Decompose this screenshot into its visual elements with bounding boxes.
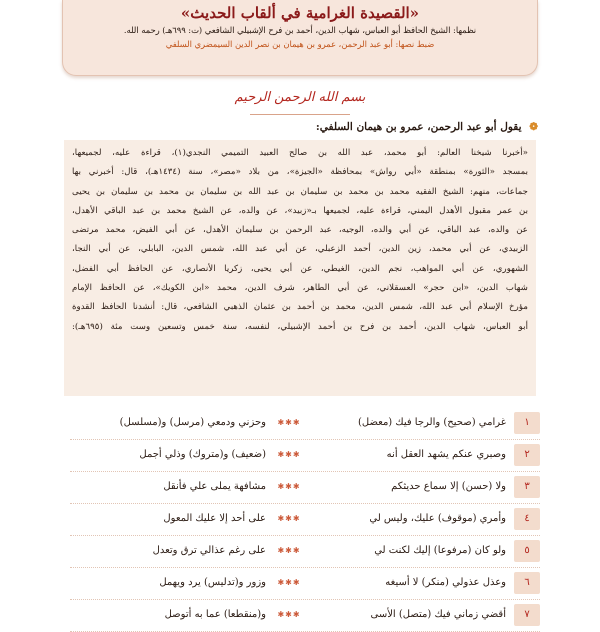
verse-second-hemistich: مشافهة يملى علي فأنقل — [163, 481, 266, 492]
verse-first-hemistich: وصبري عنكم يشهد العقل أنه — [386, 449, 506, 460]
basmala-divider — [250, 114, 350, 116]
separator-stars-icon: ✱✱✱ — [277, 482, 301, 491]
narrative-line: الشهوري، عن أبي المواهب، نجم الدين، الغيطي، عن أبي يحيى، زكريا الأنصاري، عن الحافظ أبي الفضل، — [72, 263, 528, 274]
verse-second-hemistich: وزور و(تدليس) يرد ويهمل — [159, 577, 266, 588]
poem-title: «القصيدة الغرامية في ألقاب الحديث» — [180, 4, 420, 22]
separator-stars-icon: ✱✱✱ — [277, 418, 301, 427]
separator-stars-icon: ✱✱✱ — [277, 514, 301, 523]
narrative-line: شهاب الدين، «ابن حجر» العسقلاني، عن أبي الطاهر، شرف الدين، محمد «ابن الكويك»، عن الحافظ الإمام — [72, 283, 528, 294]
separator-stars-icon: ✱✱✱ — [277, 450, 301, 459]
verse-second-hemistich: على أحد إلا عليك المعول — [163, 513, 266, 524]
verse-number: ٤ — [514, 508, 540, 530]
verse-number: ٥ — [514, 540, 540, 562]
verse-row — [70, 440, 540, 472]
narrative-line: عن والده، عبد الباقي، عن أبي والده، الوجيه، عبد الرحمن بن سليمان الأهدل، عن أبي الفيض، محمد مرتضى — [72, 225, 528, 236]
verse-second-hemistich: على رغم عذالي ترق وتعدل — [152, 545, 266, 556]
narrative-line: «أخبرنا شيخنا العالم: أبو محمد، عبد الله بن صالح العبيد التميمي النجدي(١)، قراءة عليه، لجميعها، — [72, 148, 528, 158]
separator-stars-icon: ✱✱✱ — [277, 610, 301, 619]
separator-stars-icon: ✱✱✱ — [277, 546, 301, 555]
editor-line: ضبط نصها: أبو عبد الرحمن، عمرو بن هيمان بن نصر الدين السيمضري السلفي — [165, 39, 435, 49]
verse-second-hemistich: و(منقطعا) عما به أتوصل — [164, 609, 266, 620]
separator-stars-icon: ✱✱✱ — [277, 578, 301, 587]
intro-heading — [58, 120, 538, 134]
verse-number: ٣ — [514, 476, 540, 498]
verse-first-hemistich: غرامي (صحيح) والرجا فيك (معضل) — [357, 417, 506, 428]
verse-first-hemistich: ولو كان (مرفوعا) إليك لكنت لي — [374, 545, 506, 556]
narrative-line: أبو العباس، شهاب الدين، أحمد بن فرح بن أحمد الإشبيلي، لنفسه، سنة خمس وتسعين وست مئة (٦٩٥هـ): — [72, 321, 528, 332]
verse-first-hemistich: أقضي زماني فيك (متصل) الأسى — [370, 609, 506, 620]
verse-second-hemistich: وحزني ودمعي (مرسل) و(مسلسل) — [119, 417, 266, 428]
title-card — [62, 0, 538, 76]
verse-number: ١ — [514, 412, 540, 434]
narrative-line: جماعات، منهم: الشيخ الفقيه محمد بن محمد بن سليمان بن عبد الله بن سليمان بن محمد بن سليمان بن يحيى — [72, 186, 528, 197]
verse-first-hemistich: وعذل عذولي (منكر) لا أسيغه — [385, 577, 506, 588]
verse-row — [70, 600, 540, 632]
intro-heading-text: يقول أبو عبد الرحمن، عمرو بن هيمان السلفي: — [315, 121, 522, 133]
verse-number: ٦ — [514, 572, 540, 594]
verse-row — [70, 568, 540, 600]
narrative-line: مؤرخ الإسلام أبي عبد الله، شمس الدين، محمد بن أحمد بن عثمان الذهبي الشافعي، قال: أنشدنا الحافظ القدوة — [72, 302, 528, 313]
narrative-line: الزبيدي، عن أبي محمد، زين الدين، أحمد الزعبلي، عن أبي عبد الله، شمس الدين، البابلي، عن أبي النجا، — [72, 244, 528, 255]
verse-row — [70, 504, 540, 536]
ornament-dot-icon: ❁ — [529, 121, 538, 133]
isnad-narrative — [64, 140, 536, 396]
poem-verses — [70, 408, 540, 632]
verse-first-hemistich: ولا (حسن) إلا سماع حديثكم — [391, 481, 506, 492]
verse-row — [70, 472, 540, 504]
narrative-line: بن عمر مقبول الأهدل اليمني، قراءة عليه، لجميعها بـ«زبيد»، عن والده، عن الشيخ محمد بن عبد الباقي الأهدل، — [72, 205, 528, 216]
verse-number: ٢ — [514, 444, 540, 466]
verse-row — [70, 408, 540, 440]
narrative-line: بمسجد «الثورة» بمنطقة «أبي رواش» بمحافظة «الجيزة»، من بلاد «مصر»، سنة (١٤٣٤هـ)، قال: أخبرني بها — [72, 167, 528, 178]
verse-number: ٧ — [514, 604, 540, 626]
verse-first-hemistich: وأمري (موقوف) عليك، وليس لي — [369, 513, 506, 524]
verse-second-hemistich: (ضعيف) و(متروك) وذلي أجمل — [139, 449, 266, 460]
basmala: بسم الله الرحمن الرحيم — [234, 90, 366, 105]
verse-row — [70, 536, 540, 568]
author-line: نظمها: الشيخ الحافظ أبو العباس، شهاب الدين، أحمد بن فرح الإشبيلي الشافعي (ت: ٦٩٩هـ) رحمه الله. — [123, 25, 477, 35]
